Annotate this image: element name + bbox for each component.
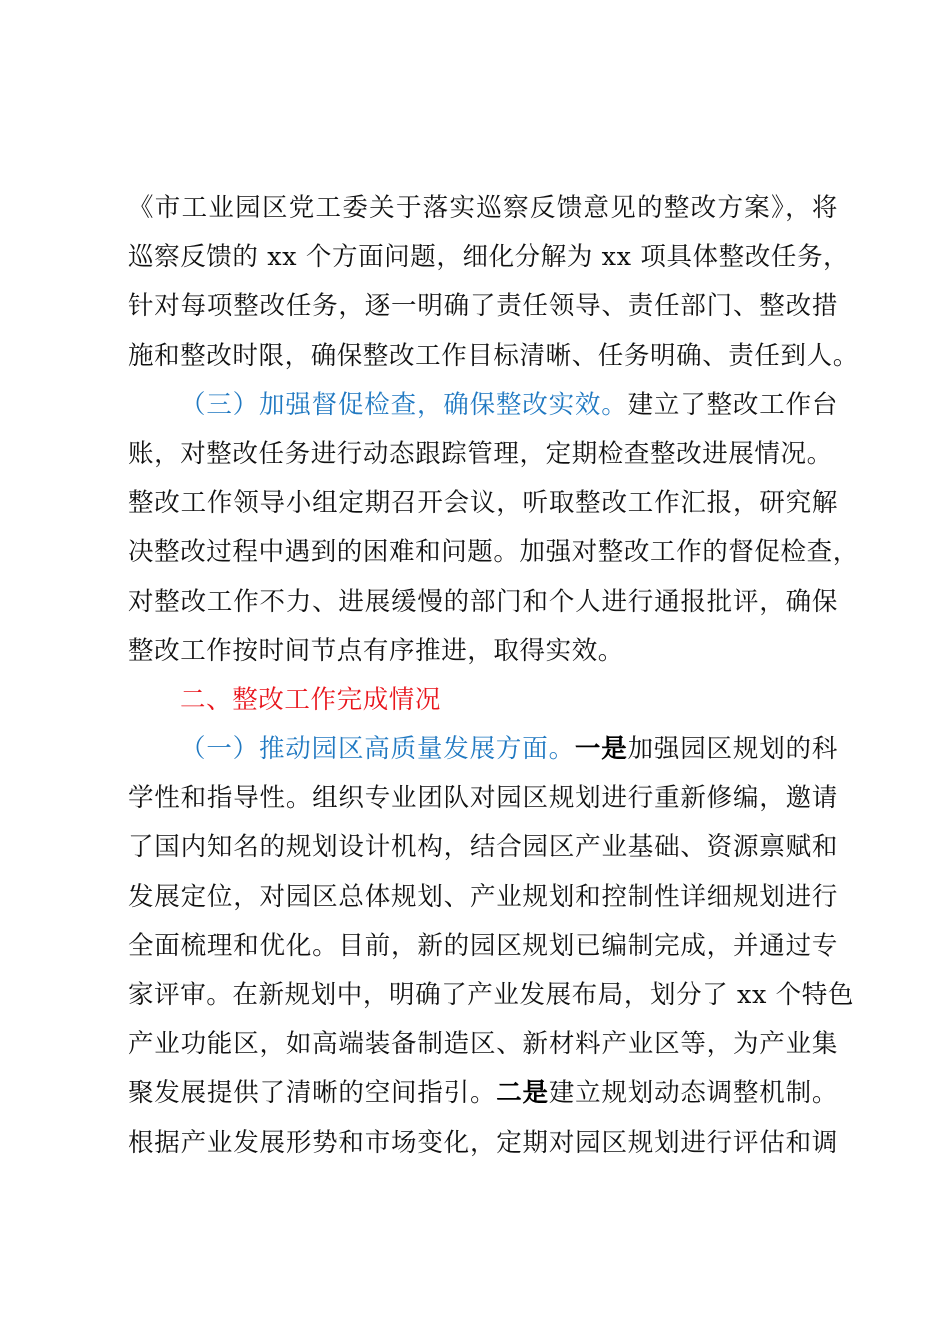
text-run: 巡察反馈的 xx 个方面问题，细化分解为 xx 项具体整改任务， — [128, 242, 850, 273]
body-text-line — [128, 825, 838, 874]
text-run: 建立了整改工作台 — [627, 389, 838, 420]
body-text-line — [128, 1071, 838, 1120]
subsection-heading-line — [128, 383, 838, 432]
body-text-line — [128, 924, 838, 973]
text-run: 决整改过程中遇到的困难和问题。加强对整改工作的督促检查， — [128, 537, 859, 568]
body-text-line — [128, 875, 838, 924]
body-text-line — [128, 432, 838, 481]
section-title: 二、整改工作完成情况 — [180, 684, 442, 715]
text-run: 根据产业发展形势和市场变化，定期对园区规划进行评估和调 — [128, 1127, 838, 1158]
body-text-line — [128, 629, 838, 678]
section-heading — [128, 678, 838, 727]
document-body — [128, 186, 859, 1170]
body-text-line — [128, 235, 850, 284]
text-run: 加强园区规划的科 — [627, 734, 838, 765]
subsection-title: （三）加强督促检查，确保整改实效。 — [180, 389, 628, 420]
text-run: 家评审。在新规划中，明确了产业发展布局，划分了 xx 个特色 — [128, 980, 854, 1010]
subsection-title: （一）推动园区高质量发展方面。 — [180, 734, 575, 765]
body-text-line — [128, 284, 838, 333]
body-text-line — [128, 1022, 838, 1071]
text-run: 了国内知名的规划设计机构，结合园区产业基础、资源禀赋和 — [128, 832, 838, 863]
text-run: 账，对整改任务进行动态跟踪管理，定期检查整改进展情况。 — [128, 438, 833, 469]
body-text-line — [128, 481, 838, 530]
body-text-line — [128, 530, 859, 579]
text-run: 针对每项整改任务，逐一明确了责任领导、责任部门、整改措 — [128, 291, 838, 322]
body-text-line — [128, 334, 859, 383]
text-run: 整改工作按时间节点有序推进，取得实效。 — [128, 635, 624, 666]
text-run: 施和整改时限，确保整改工作目标清晰、任务明确、责任到人。 — [128, 340, 859, 371]
text-run: 对整改工作不力、进展缓慢的部门和个人进行通报批评，确保 — [128, 586, 838, 617]
text-run: 产业功能区，如高端装备制造区、新材料产业区等，为产业集 — [128, 1029, 838, 1060]
body-text-line — [128, 973, 854, 1022]
subsection-heading-line — [128, 727, 838, 776]
body-text-line — [128, 1121, 838, 1170]
text-run: 聚发展提供了清晰的空间指引。 — [128, 1078, 497, 1109]
body-text-line — [128, 186, 838, 235]
bold-enumerator: 二是 — [496, 1078, 549, 1109]
text-run: 《市工业园区党工委关于落实巡察反馈意见的整改方案》，将 — [128, 193, 838, 223]
text-run: 建立规划动态调整机制。 — [548, 1078, 838, 1109]
text-run: 整改工作领导小组定期召开会议，听取整改工作汇报，研究解 — [128, 488, 838, 519]
text-run: 学性和指导性。组织专业团队对园区规划进行重新修编，邀请 — [128, 783, 838, 814]
body-text-line — [128, 776, 838, 825]
text-run: 全面梳理和优化。目前，新的园区规划已编制完成，并通过专 — [128, 930, 838, 961]
text-run: 发展定位，对园区总体规划、产业规划和控制性详细规划进行 — [128, 881, 838, 912]
body-text-line — [128, 580, 838, 629]
bold-enumerator: 一是 — [574, 734, 628, 765]
